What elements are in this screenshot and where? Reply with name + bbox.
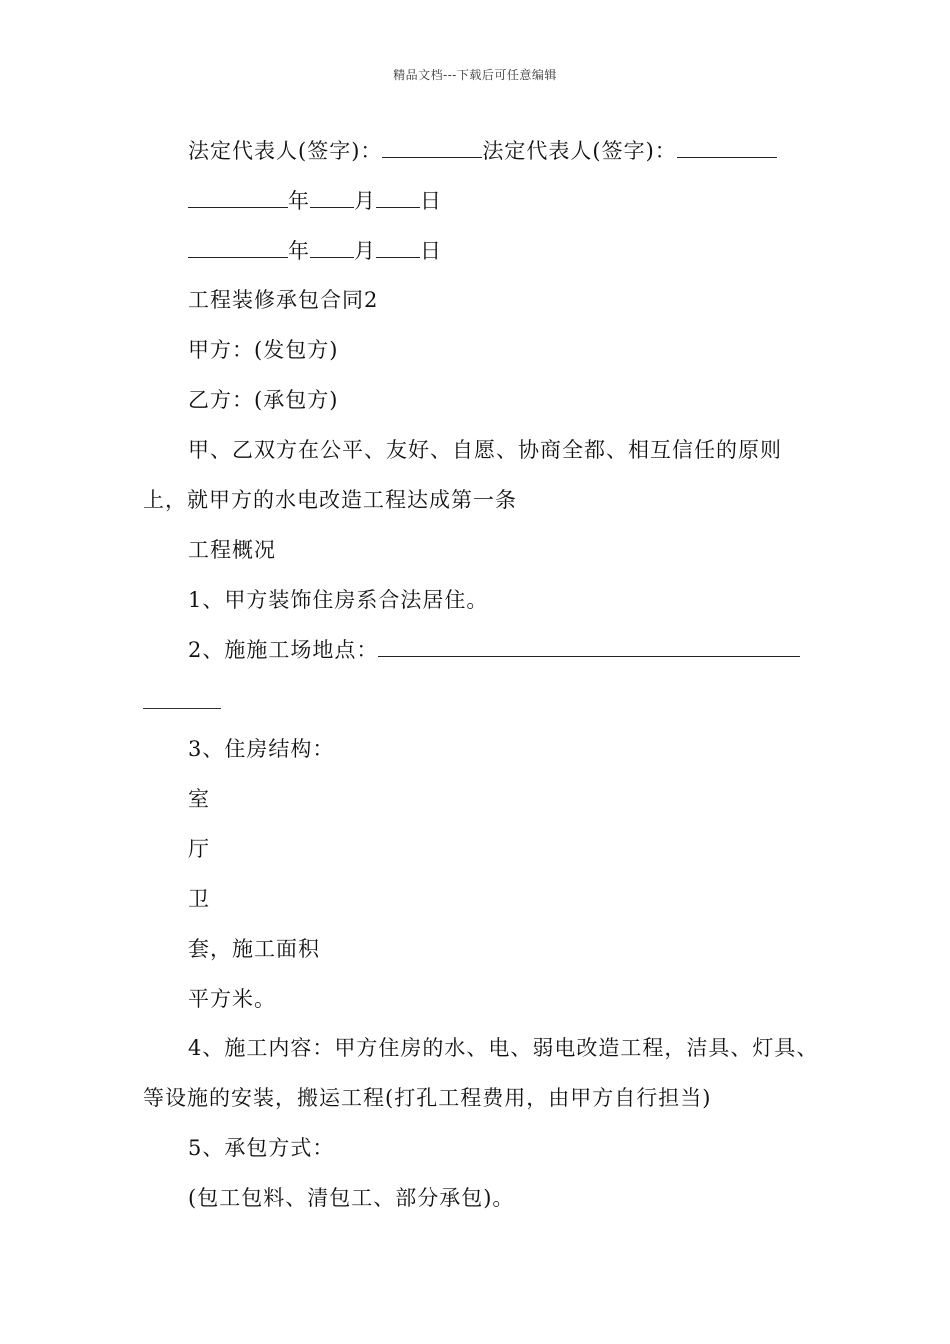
month-blank [310,187,354,208]
hall-count-label: 厅 [188,837,210,861]
month-blank [310,237,354,258]
day-label: 日 [420,189,442,213]
month-label: 月 [354,239,376,263]
clause-2 [188,636,800,664]
signature-blank-b [677,137,777,158]
section-overview-heading: 工程概况 [188,538,276,562]
room-count-label: 室 [188,787,210,811]
clause-5-detail: (包工包料、清包工、部分承包)。 [188,1186,515,1210]
day-blank [376,187,420,208]
year-blank [188,187,288,208]
year-blank [188,237,288,258]
bath-count-label: 卫 [188,887,210,911]
signature-label-a: 法定代表人(签字)： [188,139,383,163]
signature-line [188,137,777,165]
contract-title: 工程装修承包合同2 [188,288,379,312]
clause-4-line-2: 等设施的安装，搬运工程(打孔工程费用，由甲方自行担当) [143,1086,712,1110]
party-b: 乙方：(承包方) [188,388,339,412]
party-a: 甲方：(发包方) [188,338,339,362]
signature-blank-a [382,137,482,158]
day-blank [376,237,420,258]
year-label: 年 [288,239,310,263]
page-header: 精品文档---下载后可任意编辑 [393,68,557,82]
site-address-blank [378,636,800,657]
intro-paragraph-line-2: 上，就甲方的水电改造工程达成第一条 [143,488,517,512]
clause-2-label: 2、施施工场地点： [188,638,379,662]
day-label: 日 [420,239,442,263]
clause-5: 5、承包方式： [188,1136,335,1160]
suite-area-label: 套，施工面积 [188,937,320,961]
site-address-blank-continued [143,708,221,709]
month-label: 月 [354,189,376,213]
area-unit-label: 平方米。 [188,987,276,1011]
clause-3: 3、住房结构： [188,737,335,761]
date-line-1 [188,187,442,215]
intro-paragraph-line-1: 甲、乙双方在公平、友好、自愿、协商全都、相互信任的原则 [188,438,782,462]
date-line-2 [188,237,442,265]
signature-label-b: 法定代表人(签字)： [482,139,677,163]
clause-4-line-1: 4、施工内容：甲方住房的水、电、弱电改造工程，洁具、灯具、 [188,1036,819,1060]
clause-1: 1、甲方装饰住房系合法居住。 [188,588,489,612]
year-label: 年 [288,189,310,213]
